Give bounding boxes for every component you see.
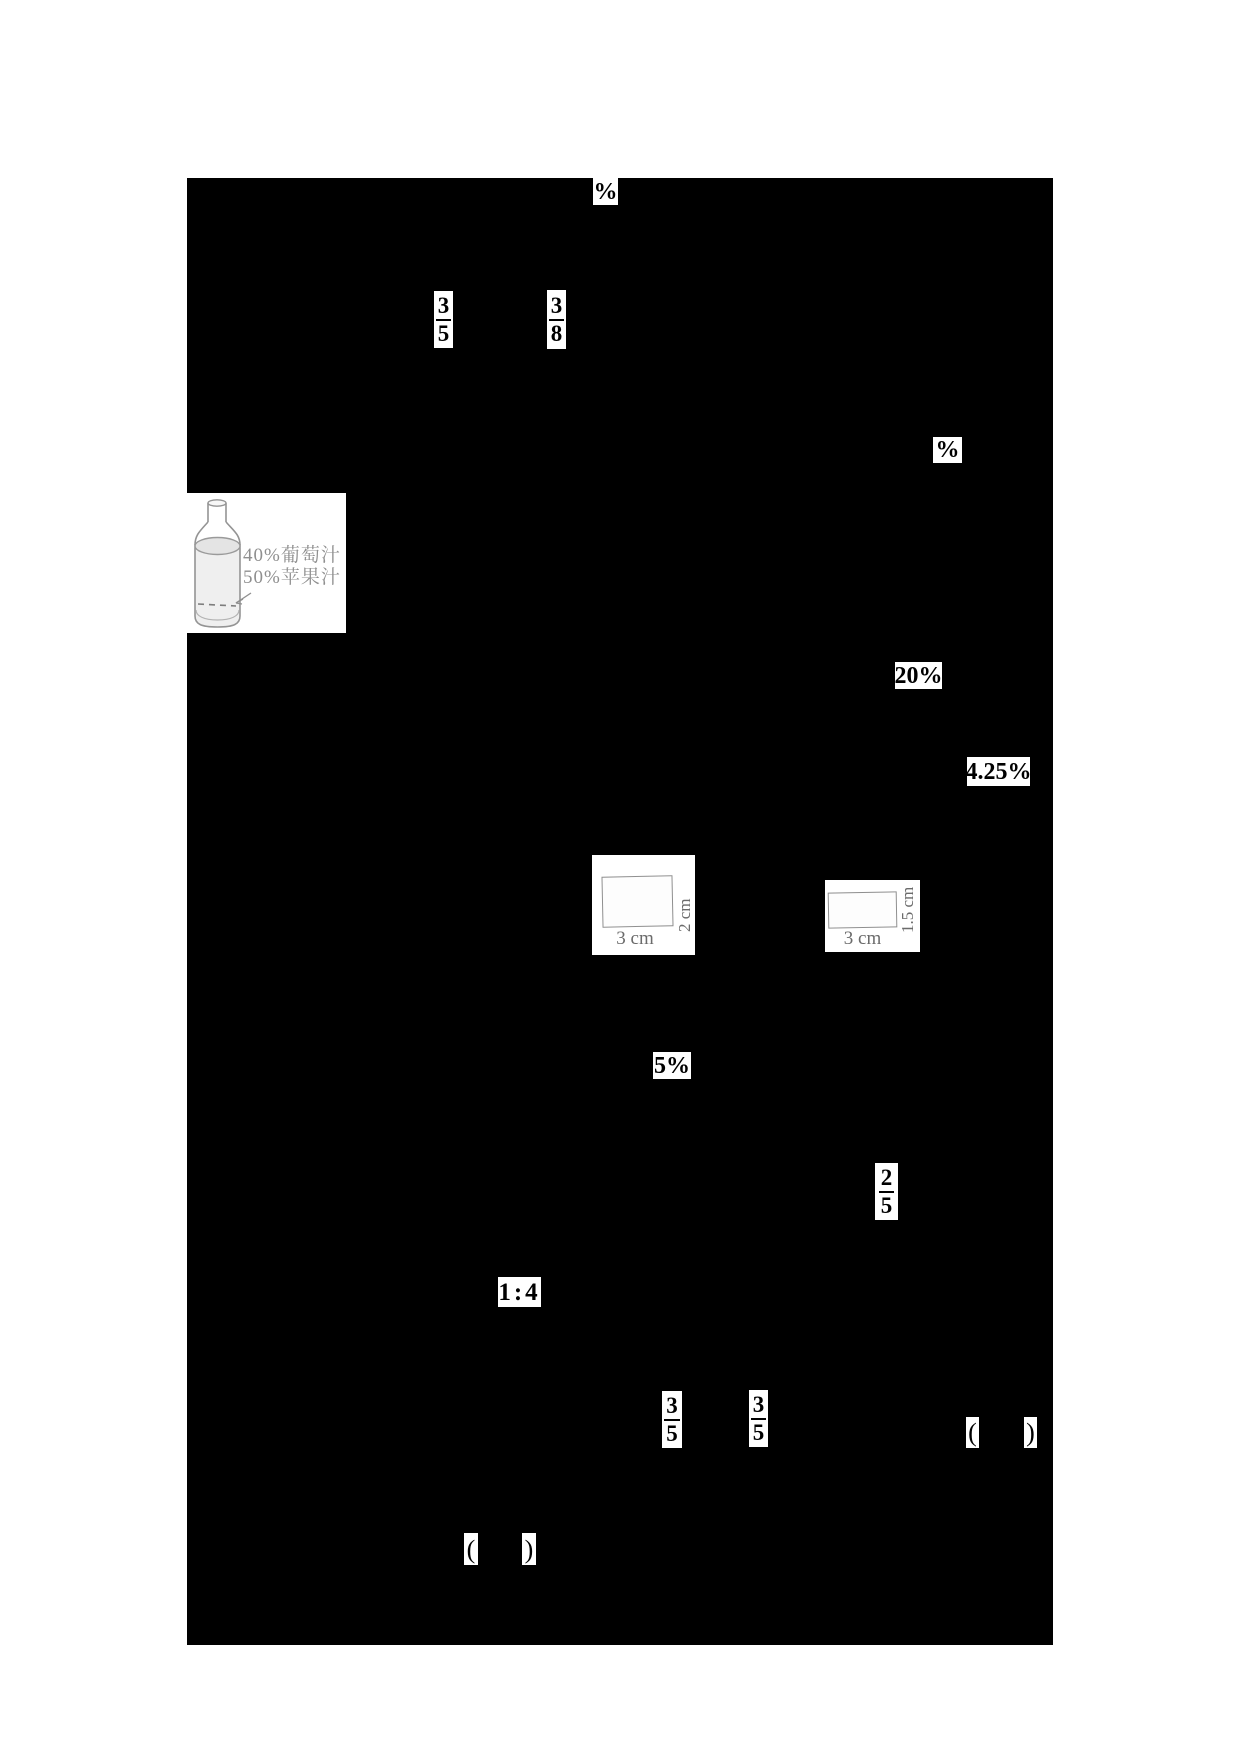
close-paren: )	[524, 1534, 534, 1564]
fraction-numerator: 3	[437, 292, 450, 318]
fraction-patch-three-fifths-2	[662, 1391, 682, 1448]
rectangle-shape	[828, 891, 898, 928]
rectangle-height-label: 1.5 cm	[898, 886, 917, 933]
rectangle-width-label: 3 cm	[843, 928, 882, 949]
fraction-numerator: 3	[550, 292, 563, 318]
bottle-label-line-2: 50%苹果汁	[243, 567, 341, 588]
fraction-denominator: 5	[752, 1419, 765, 1445]
fraction-numerator: 2	[880, 1164, 893, 1190]
close-paren: )	[1026, 1418, 1035, 1447]
fraction-patch-three-fifths-3	[749, 1390, 768, 1447]
rectangle-width-label: 3 cm	[616, 928, 654, 949]
open-paren-patch-1	[966, 1417, 979, 1448]
percent-20-patch	[895, 662, 942, 689]
fraction-patch-three-fifths-1	[434, 291, 453, 348]
bottle-figure-patch	[187, 493, 346, 633]
rectangle-figure-1	[592, 855, 695, 955]
percent-5-value: 5%	[654, 1052, 690, 1079]
percent-20-value: 20%	[894, 662, 943, 689]
open-paren-patch-2	[464, 1533, 478, 1565]
ratio-1-4-patch	[498, 1277, 541, 1307]
fraction-denominator: 5	[880, 1192, 893, 1218]
fraction-patch-three-eighths	[547, 290, 566, 349]
percent-label-patch-1	[593, 178, 618, 205]
fraction-numerator: 3	[666, 1392, 678, 1418]
ratio-value: 1:4	[498, 1278, 541, 1306]
close-paren-patch-1	[1024, 1417, 1037, 1448]
open-paren: (	[466, 1534, 476, 1564]
rectangle-shape	[601, 875, 673, 927]
bottle-label-line-1: 40%葡萄汁	[243, 545, 341, 566]
percent-symbol: %	[593, 178, 618, 205]
percent-4-25-patch	[967, 757, 1030, 786]
percent-4-25-value: 4.25%	[965, 758, 1032, 785]
percent-symbol: %	[935, 437, 960, 463]
open-paren: (	[968, 1418, 977, 1447]
bottle-content-labels	[243, 545, 341, 589]
percent-5-patch	[653, 1052, 691, 1079]
close-paren-patch-2	[522, 1533, 536, 1565]
fraction-patch-two-fifths	[875, 1163, 898, 1220]
rectangle-figure-2	[825, 880, 920, 952]
percent-label-patch-2	[933, 437, 962, 463]
fraction-denominator: 5	[666, 1420, 678, 1446]
fraction-numerator: 3	[752, 1391, 765, 1417]
fraction-denominator: 5	[437, 320, 450, 346]
rectangle-height-label: 2 cm	[675, 898, 694, 932]
fraction-denominator: 8	[550, 320, 563, 346]
